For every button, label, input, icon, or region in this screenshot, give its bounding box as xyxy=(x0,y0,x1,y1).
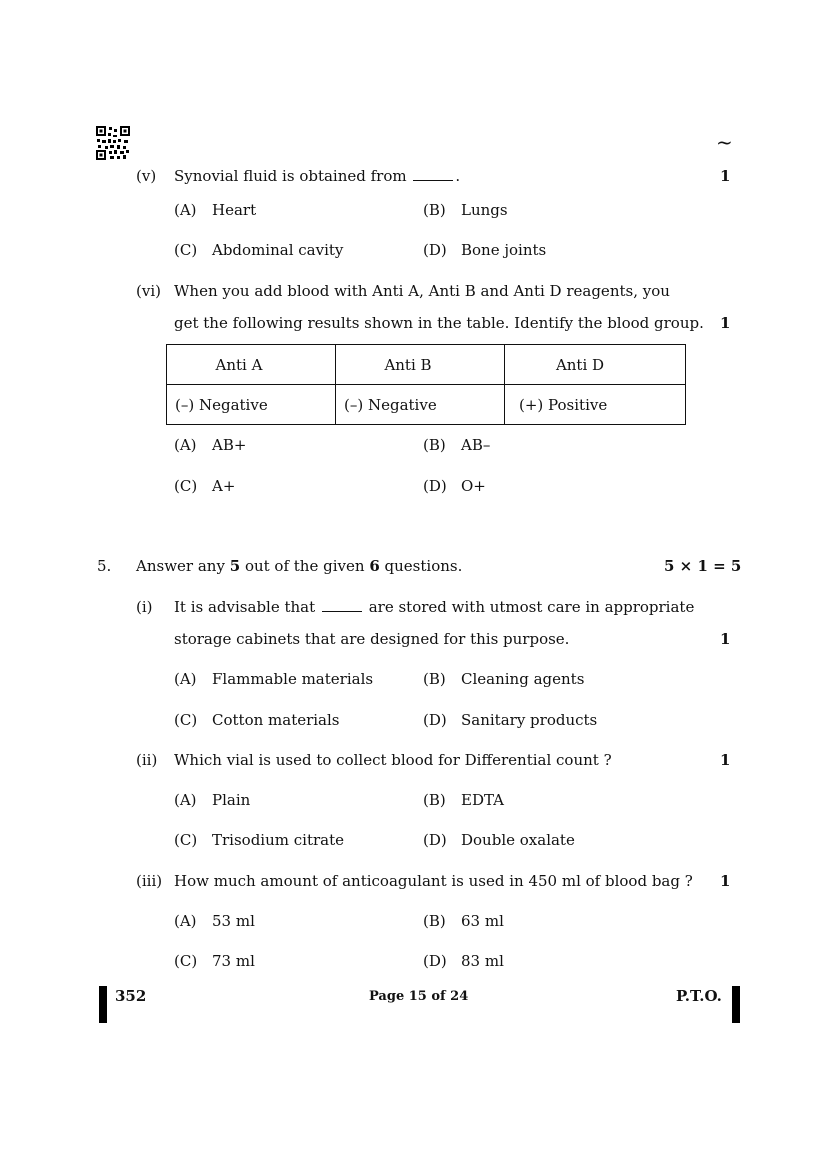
option-label: (D) xyxy=(423,241,447,259)
option-label: (B) xyxy=(423,791,446,809)
q-v-number: (v) xyxy=(136,167,157,185)
answer-blank xyxy=(413,168,453,181)
option-text: Abdominal cavity xyxy=(212,241,344,259)
q5-ii-text: Which vial is used to collect blood for Differential count ? xyxy=(174,751,612,769)
option-label: (A) xyxy=(174,436,197,454)
q-vi-line1: When you add blood with Anti A, Anti B and Anti D reagents, you xyxy=(174,282,670,300)
option-text: Sanitary products xyxy=(461,711,598,729)
option-label: (D) xyxy=(423,831,447,849)
q5-count: 5 xyxy=(229,557,241,575)
footer-left-bar xyxy=(99,986,107,1023)
option-text: 73 ml xyxy=(212,952,255,970)
table-header-row xyxy=(167,345,686,385)
option-label: (C) xyxy=(174,952,198,970)
option-text: Cleaning agents xyxy=(461,670,585,688)
table-cell: (–) Negative xyxy=(336,385,505,425)
option-label: (B) xyxy=(423,201,446,219)
option-label: (C) xyxy=(174,241,198,259)
header-tilde: ~ xyxy=(716,130,733,154)
footer-right-bar xyxy=(732,986,740,1023)
q5-iii-marks: 1 xyxy=(720,872,731,890)
option-label: (D) xyxy=(423,711,447,729)
q-v-text xyxy=(174,167,460,185)
q5-ii-marks: 1 xyxy=(720,751,731,769)
answer-blank xyxy=(322,599,362,612)
option-text: 63 ml xyxy=(461,912,504,930)
option-text: Lungs xyxy=(461,201,508,219)
option-text: Bone joints xyxy=(461,241,547,259)
q5-iii-number: (iii) xyxy=(136,872,163,890)
option-label: (B) xyxy=(423,670,446,688)
footer-paper-code: 352 xyxy=(115,987,147,1005)
option-text: AB– xyxy=(461,436,491,454)
option-text: Flammable materials xyxy=(212,670,374,688)
option-text: Double oxalate xyxy=(461,831,575,849)
option-text: O+ xyxy=(461,477,486,495)
q-vi-line2: get the following results shown in the table. Identify the blood group. xyxy=(174,314,704,332)
option-label: (B) xyxy=(423,912,446,930)
q5-i-number: (i) xyxy=(136,598,153,616)
option-label: (A) xyxy=(174,201,197,219)
q5-total: 6 xyxy=(369,557,380,575)
footer-page-number: Page 15 of 24 xyxy=(369,989,469,1004)
option-label: (C) xyxy=(174,831,198,849)
option-label: (D) xyxy=(423,952,447,970)
q5-i-text-after: are stored with utmost care in appropriate xyxy=(368,598,695,616)
option-label: (C) xyxy=(174,477,198,495)
table-header: Anti D xyxy=(505,345,686,385)
option-text: AB+ xyxy=(212,436,247,454)
option-text: Trisodium citrate xyxy=(212,831,344,849)
table-row xyxy=(167,385,686,425)
q-v-text-before: Synovial fluid is obtained from xyxy=(174,167,407,185)
q5-i-text-before: It is advisable that xyxy=(174,598,316,616)
q5-instruction xyxy=(136,557,462,575)
option-text: 83 ml xyxy=(461,952,504,970)
table-cell: (+) Positive xyxy=(505,385,686,425)
q5-i-marks: 1 xyxy=(720,630,731,648)
table-cell: (–) Negative xyxy=(167,385,336,425)
option-label: (A) xyxy=(174,670,197,688)
blood-group-table xyxy=(166,344,686,425)
qr-code-icon xyxy=(96,126,130,160)
q5-marks: 5 × 1 = 5 xyxy=(664,557,742,575)
option-text: EDTA xyxy=(461,791,504,809)
q-vi-number: (vi) xyxy=(136,282,161,300)
q5-i-line1 xyxy=(174,598,694,616)
q5-ii-number: (ii) xyxy=(136,751,158,769)
option-label: (A) xyxy=(174,791,197,809)
q5-text-a: Answer any xyxy=(136,557,225,575)
footer-pto: P.T.O. xyxy=(676,987,722,1005)
option-label: (B) xyxy=(423,436,446,454)
option-text: Plain xyxy=(212,791,251,809)
option-label: (C) xyxy=(174,711,198,729)
option-text: Heart xyxy=(212,201,257,219)
q5-text-b: out of the given xyxy=(244,557,365,575)
q5-i-line2: storage cabinets that are designed for this purpose. xyxy=(174,630,570,648)
option-text: A+ xyxy=(212,477,236,495)
option-text: 53 ml xyxy=(212,912,255,930)
option-label: (D) xyxy=(423,477,447,495)
q5-number: 5. xyxy=(97,557,112,575)
option-label: (A) xyxy=(174,912,197,930)
q-v-text-after: . xyxy=(455,167,461,185)
q5-iii-text: How much amount of anticoagulant is used in 450 ml of blood bag ? xyxy=(174,872,693,890)
q5-text-c: questions. xyxy=(384,557,463,575)
table-header: Anti B xyxy=(336,345,505,385)
q-vi-marks: 1 xyxy=(720,314,731,332)
option-text: Cotton materials xyxy=(212,711,340,729)
table-header: Anti A xyxy=(167,345,336,385)
q-v-marks: 1 xyxy=(720,167,731,185)
